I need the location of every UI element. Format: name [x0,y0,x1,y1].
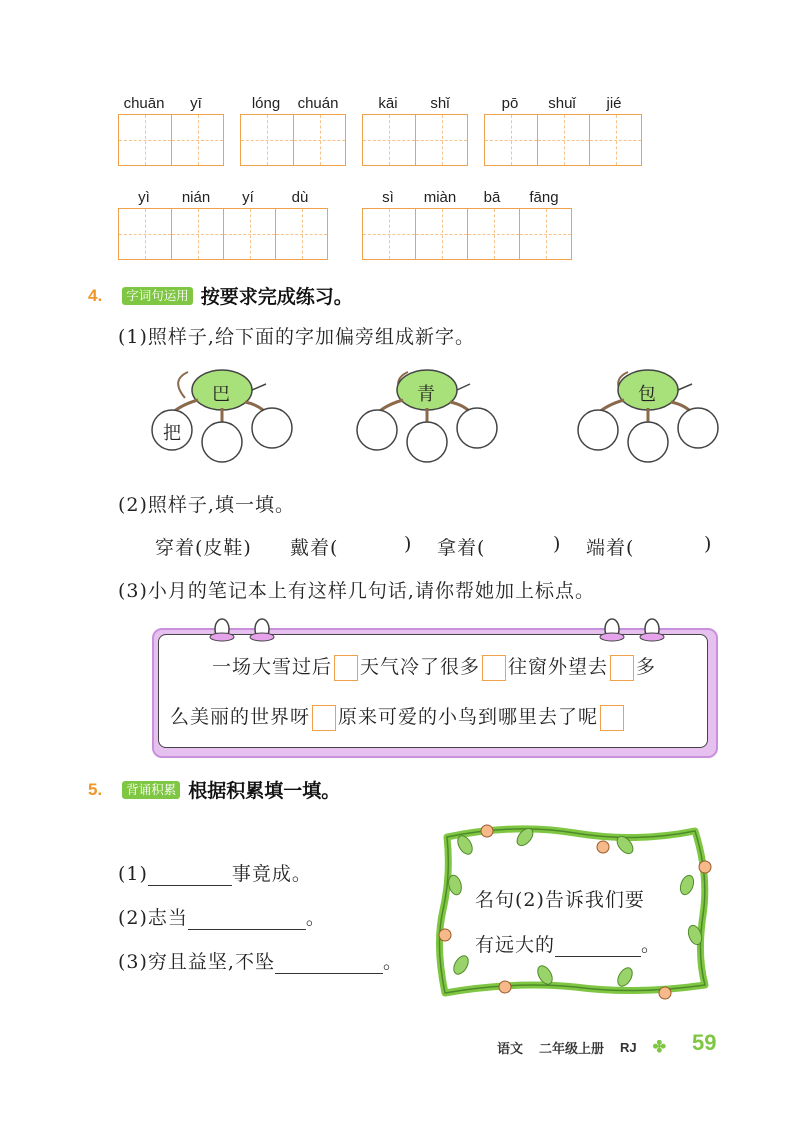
punctuation-box[interactable] [312,705,336,731]
pinyin-label: bā [483,189,501,206]
pinyin-label: chuān [123,95,165,112]
writing-grid[interactable] [118,114,224,166]
notebook-rings [205,615,675,643]
apple-circle[interactable] [202,422,242,462]
notebook-line-2 [170,702,626,731]
leaf-character: 包 [638,384,656,405]
punctuation-box[interactable] [610,655,634,681]
pinyin-label: shuǐ [548,95,576,112]
pinyin-label: lóng [251,95,281,112]
pinyin-label: yì [138,189,150,206]
sentence-fragment: 么美丽的世界呀 [170,706,311,728]
pinyin-label: pō [501,95,519,112]
answer-blank[interactable] [188,907,306,930]
question-number: 5. [88,779,103,799]
fill-item-close[interactable]: ) [404,533,413,555]
clover-icon: ✤ [652,1039,667,1056]
recite-item-3 [118,947,403,974]
punctuation-box[interactable] [600,705,624,731]
notebook-line-1 [212,652,656,681]
footer-edition: RJ [620,1039,637,1055]
pinyin-label: miàn [423,189,457,206]
note-line-1: 名句(2)告诉我们要 [475,889,645,911]
question-4-header [88,282,353,309]
recite-item-2 [118,903,326,930]
fill-item-close[interactable]: ) [553,533,562,555]
sentence-fragment: 天气冷了很多 [360,656,481,678]
category-tag: 背诵积累 [122,781,180,799]
item-prefix: (3)穷且益坚,不坠 [118,951,275,973]
sentence-fragment: 原来可爱的小鸟到哪里去了呢 [338,706,599,728]
apple-circle[interactable] [407,422,447,462]
leaf-character: 巴 [212,384,230,405]
pinyin-label: shǐ [430,95,450,112]
question-5-header [88,776,340,803]
writing-grid[interactable] [118,208,328,260]
answer-blank[interactable] [275,951,383,974]
apple-circle[interactable] [578,410,618,450]
pinyin-label: fāng [529,189,559,206]
instruction-part1: (1)照样子,给下面的字加偏旁组成新字。 [118,326,475,348]
pinyin-label: yí [242,189,254,206]
sentence-fragment: 多 [636,656,657,678]
note-suffix: 。 [641,934,662,956]
punctuation-box[interactable] [482,655,506,681]
writing-grid[interactable] [362,114,468,166]
leaf-character: 青 [417,384,435,405]
apple-circle[interactable] [357,410,397,450]
fill-item-open: 拿着( [437,537,486,559]
category-tag: 字词句运用 [122,287,193,305]
sentence-fragment: 往窗外望去 [508,656,609,678]
pinyin-label: chuán [297,95,339,112]
apple-circle[interactable] [252,408,292,448]
fill-item-close[interactable]: ) [704,533,713,555]
sentence-fragment: 一场大雪过后 [212,656,333,678]
apple-circle[interactable] [678,408,718,448]
fill-item-open: 端着( [586,537,635,559]
example-answer: 把 [163,423,181,444]
example-item: 穿着(皮鞋) [155,537,252,559]
pinyin-label: kāi [378,95,398,112]
item-prefix: (1) [118,863,148,885]
item-suffix: 事竟成。 [231,863,312,885]
instruction-part3: (3)小月的笔记本上有这样几句话,请你帮她加上标点。 [118,580,595,602]
page-number: 59 [692,1030,717,1055]
question-number: 4. [88,285,103,305]
question-title: 按要求完成练习。 [200,287,353,308]
writing-grid[interactable] [240,114,346,166]
item-suffix: 。 [305,907,326,929]
writing-grid[interactable] [362,208,572,260]
question-title: 根据积累填一填。 [188,781,341,802]
answer-blank[interactable] [148,863,232,886]
note-line-2 [475,930,661,957]
page-footer [497,1037,666,1057]
apple-circle[interactable] [457,408,497,448]
recite-item-1 [118,859,312,886]
punctuation-box[interactable] [334,655,358,681]
pinyin-label: dù [291,189,309,206]
pinyin-label: nián [181,189,211,206]
instruction-part2: (2)照样子,填一填。 [118,494,295,516]
item-suffix: 。 [382,951,403,973]
note-prefix: 有远大的 [475,934,556,956]
footer-grade: 二年级上册 [539,1040,605,1056]
apple-circle[interactable] [628,422,668,462]
answer-blank[interactable] [555,934,641,957]
footer-subject: 语文 [497,1040,524,1056]
item-prefix: (2)志当 [118,907,188,929]
pinyin-label: jié [606,95,622,112]
fill-item-open: 戴着( [290,537,339,559]
pinyin-label: sì [382,189,394,206]
pinyin-label: yī [190,95,202,112]
radical-diagram [140,360,740,470]
notebook-card [152,628,718,758]
writing-grid[interactable] [484,114,642,166]
